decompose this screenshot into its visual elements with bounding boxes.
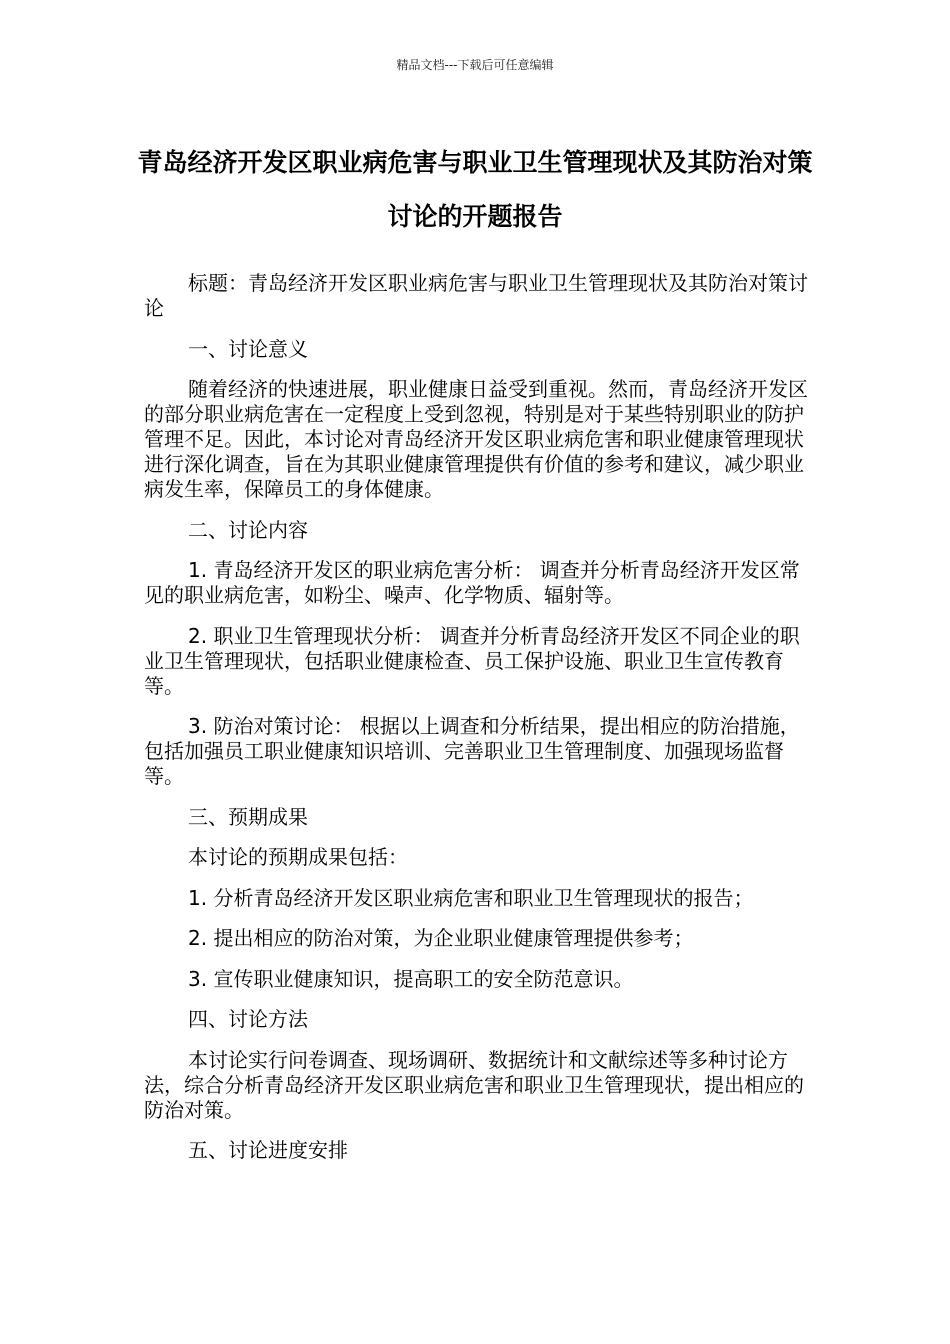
paragraph-outcome-item-3: 3. 宣传职业健康知识，提高职工的安全防范意识。 [188,966,634,991]
paragraph-methods: 本讨论实行问卷调查、现场调研、数据统计和文献综述等多种讨论方法，综合分析青岛经济开发区职业病危害和职业卫生管理现状，提出相应的防治对策。 [144,1047,804,1122]
paragraph-outcome-item-2: 2. 提出相应的防治对策，为企业职业健康管理提供参考； [188,926,694,950]
section-heading-schedule: 五、讨论进度安排 [188,1138,348,1162]
header-note: 精品文档---下载后可任意编辑 [396,58,554,72]
section-heading-outcomes: 三、预期成果 [188,804,308,829]
paragraph-content-item-2: 2. 职业卫生管理现状分析： 调查并分析青岛经济开发区不同企业的职业卫生管理现状，包括职业健康检查、员工保护设施、职业卫生宣传教育等。 [144,623,800,698]
paragraph-content-item-3: 3. 防治对策讨论： 根据以上调查和分析结果，提出相应的防治措施，包括加强员工职业健康知识培训、完善职业卫生管理制度、加强现场监督等。 [144,714,800,788]
document-title: 青岛经济开发区职业病危害与职业卫生管理现状及其防治对策讨论的开题报告 [137,148,813,231]
paragraph-outcome-item-1: 1. 分析青岛经济开发区职业病危害和职业卫生管理现状的报告； [188,885,754,910]
section-heading-methods: 四、讨论方法 [188,1007,308,1031]
paragraph-outcomes-intro: 本讨论的预期成果包括： [188,845,408,869]
paragraph-significance: 随着经济的快速进展，职业健康日益受到重视。然而，青岛经济开发区的部分职业病危害在一定程度上受到忽视，特别是对于某些特别职业的防护管理不足。因此，本讨论对青岛经济开发区职业病危害和职业健康管理现状进行深化调查，旨在为其职业健康管理提供有价值的参考和建议，减少职业病发生率，保障员工的身体健康。 [144,377,808,501]
section-heading-significance: 一、讨论意义 [188,336,308,361]
paragraph-content-item-1: 1. 青岛经济开发区的职业病危害分析： 调查并分析青岛经济开发区常见的职业病危害，如粉尘、噪声、化学物质、辐射等。 [144,558,800,607]
section-heading-content: 二、讨论内容 [188,517,308,542]
paragraph-subject: 标题：青岛经济开发区职业病危害与职业卫生管理现状及其防治对策讨论 [144,271,808,320]
document-body [144,271,808,1179]
